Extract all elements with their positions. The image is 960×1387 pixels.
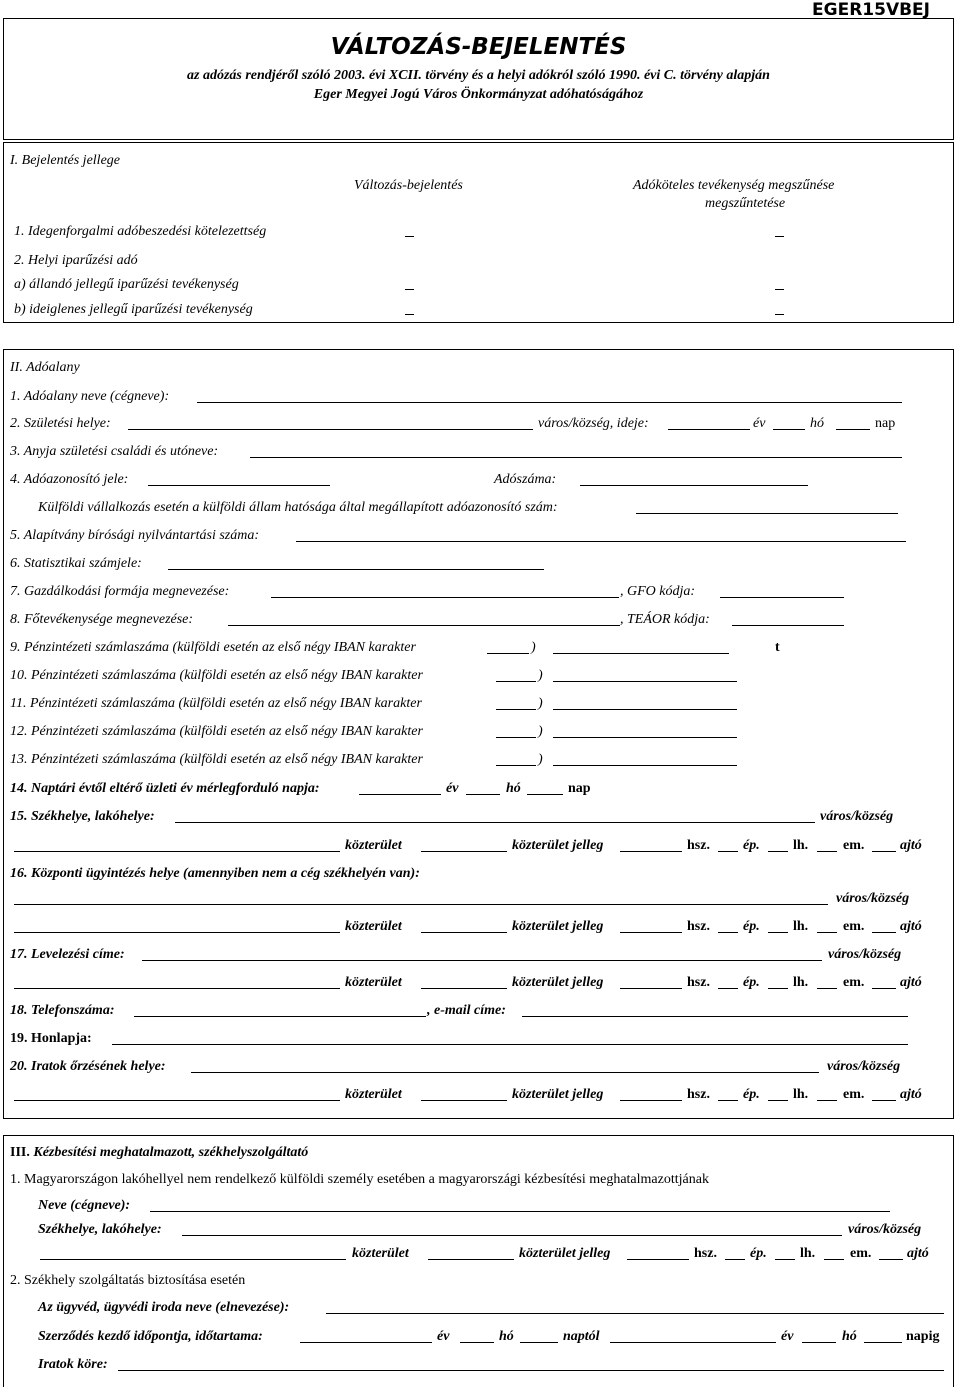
documents-em-label: em. bbox=[843, 1087, 865, 1102]
header-subtitle-2: Eger Megyei Jogú Város Önkormányzat adóhatóságához bbox=[313, 87, 644, 102]
central-admin-label: 16. Központi ügyintézés helye (amennyiben nem a cég székhelyén van): bbox=[10, 866, 420, 881]
section-3-title: Kézbesítési meghatalmazott, székhelyszolgáltató bbox=[29, 1145, 309, 1160]
central-admin-street-type-field[interactable] bbox=[421, 932, 507, 933]
bank-account-13-field[interactable] bbox=[553, 765, 737, 766]
central-admin-ajto-label: ajtó bbox=[900, 919, 922, 934]
contract-end-month-field[interactable] bbox=[802, 1342, 836, 1343]
mother-name-field[interactable] bbox=[250, 457, 902, 458]
birthplace-field[interactable] bbox=[128, 429, 533, 430]
seat-ep-field[interactable] bbox=[718, 851, 738, 852]
documents-city-label: város/község bbox=[827, 1059, 901, 1074]
documents-place-label: 20. Iratok őrzésének helye: bbox=[10, 1059, 166, 1074]
birthplace-label: 2. Születési helye: bbox=[10, 416, 111, 431]
bank-paren-12: ) bbox=[538, 724, 543, 739]
bank-account-11-label: 11. Pénzintézeti számlaszáma (külföldi esetén az első négy IBAN karakter bbox=[10, 696, 422, 711]
agent-lh-field[interactable] bbox=[775, 1259, 795, 1260]
mail-em-field[interactable] bbox=[817, 988, 837, 989]
taxpayer-name-label: 1. Adóalany neve (cégneve): bbox=[10, 389, 170, 404]
seat-lh-field[interactable] bbox=[768, 851, 788, 852]
seat-ajto-label: ajtó bbox=[900, 838, 922, 853]
documents-hsz-field[interactable] bbox=[620, 1100, 682, 1101]
central-admin-lh-label: lh. bbox=[793, 919, 809, 934]
seat-ajto-field[interactable] bbox=[872, 851, 896, 852]
central-admin-ep-field[interactable] bbox=[718, 932, 738, 933]
fiscal-month-field[interactable] bbox=[466, 794, 500, 795]
mail-city-label: város/község bbox=[828, 947, 902, 962]
fiscal-year-ev: év bbox=[446, 781, 459, 796]
tax-number-label: Adószáma: bbox=[494, 472, 557, 487]
seat-em-label: em. bbox=[843, 838, 865, 853]
contract-end-ev: év bbox=[781, 1329, 794, 1344]
lawyer-name-field[interactable] bbox=[326, 1313, 944, 1314]
central-admin-hsz-field[interactable] bbox=[620, 932, 682, 933]
contract-start-naptol: naptól bbox=[563, 1329, 600, 1344]
temporary-activity-label: b) ideiglenes jellegű iparűzési tevékenység bbox=[14, 302, 253, 317]
central-admin-city-field[interactable] bbox=[14, 904, 828, 905]
agent-hsz-label: hsz. bbox=[694, 1246, 717, 1261]
fiscal-day-nap: nap bbox=[568, 781, 591, 796]
mail-street-type-label: közterület jelleg bbox=[512, 975, 604, 990]
mail-ep-label: ép. bbox=[743, 975, 760, 990]
birth-day-field[interactable] bbox=[836, 429, 870, 430]
email-field[interactable] bbox=[522, 1016, 908, 1017]
central-admin-lh-field[interactable] bbox=[768, 932, 788, 933]
documents-city-field[interactable] bbox=[191, 1072, 819, 1073]
contract-start-year-field[interactable] bbox=[300, 1342, 432, 1343]
documents-ajto-field[interactable] bbox=[872, 1100, 896, 1101]
section-3-heading bbox=[10, 1145, 308, 1161]
documents-street-label: közterület bbox=[345, 1087, 402, 1102]
teaor-code-field[interactable] bbox=[732, 625, 844, 626]
fiscal-year-label: 14. Naptári évtől eltérő üzleti év mérlegforduló napja: bbox=[10, 781, 320, 796]
central-admin-hsz-label: hsz. bbox=[687, 919, 710, 934]
birthdate-label: város/község, ideje: bbox=[538, 416, 649, 431]
business-form-field[interactable] bbox=[271, 597, 619, 598]
mail-city-field[interactable] bbox=[142, 960, 822, 961]
bank-paren-10: ) bbox=[538, 668, 543, 683]
year-label: év bbox=[753, 416, 766, 431]
central-admin-em-field[interactable] bbox=[817, 932, 837, 933]
bank-iban-9-field[interactable] bbox=[487, 653, 529, 654]
lawyer-name-label: Az ügyvéd, ügyvédi iroda neve (elnevezése): bbox=[38, 1300, 290, 1315]
checkbox-tourist-termination[interactable] bbox=[775, 236, 784, 237]
contract-end-year-field[interactable] bbox=[610, 1342, 776, 1343]
central-admin-ajto-field[interactable] bbox=[872, 932, 896, 933]
documents-scope-field[interactable] bbox=[118, 1370, 944, 1371]
stat-code-label: 6. Statisztikai számjele: bbox=[10, 556, 142, 571]
central-admin-city-label: város/község bbox=[836, 891, 910, 906]
website-label: 19. Honlapja: bbox=[10, 1031, 92, 1046]
fiscal-month-ho: hó bbox=[506, 781, 521, 796]
central-admin-ep-label: ép. bbox=[743, 919, 760, 934]
checkbox-temporary-termination[interactable] bbox=[775, 314, 784, 315]
fiscal-day-field[interactable] bbox=[527, 794, 563, 795]
form-code: EGER15VBEJ bbox=[812, 0, 930, 20]
bank-paren-11: ) bbox=[538, 696, 543, 711]
bank-9-trailing-t: t bbox=[775, 640, 780, 655]
fiscal-year-field[interactable] bbox=[359, 794, 441, 795]
mail-ajto-field[interactable] bbox=[872, 988, 896, 989]
mail-em-label: em. bbox=[843, 975, 865, 990]
mail-ep-field[interactable] bbox=[718, 988, 738, 989]
col-termination-heading: Adóköteles tevékenység megszűnése bbox=[633, 178, 835, 193]
month-label: hó bbox=[810, 416, 824, 431]
seat-hsz-field[interactable] bbox=[620, 851, 682, 852]
central-admin-em-label: em. bbox=[843, 919, 865, 934]
website-field[interactable] bbox=[112, 1044, 908, 1045]
foreign-tax-id-label: Külföldi vállalkozás esetén a külföldi állam hatósága által megállapított adóazonosító szám: bbox=[38, 500, 558, 515]
documents-hsz-label: hsz. bbox=[687, 1087, 710, 1102]
documents-street-type-label: közterület jelleg bbox=[512, 1087, 604, 1102]
agent-ep-label: ép. bbox=[750, 1246, 767, 1261]
documents-scope-label: Iratok köre: bbox=[38, 1357, 108, 1372]
page-title: VÁLTOZÁS-BEJELENTÉS bbox=[330, 34, 627, 60]
contract-start-day-field[interactable] bbox=[520, 1342, 558, 1343]
seat-hsz-label: hsz. bbox=[687, 838, 710, 853]
day-label: nap bbox=[875, 416, 896, 431]
central-admin-street-field[interactable] bbox=[14, 932, 340, 933]
mother-name-label: 3. Anyja születési családi és utóneve: bbox=[10, 444, 219, 459]
bank-account-13-label: 13. Pénzintézeti számlaszáma (külföldi esetén az első négy IBAN karakter bbox=[10, 752, 423, 767]
contract-end-day-field[interactable] bbox=[864, 1342, 902, 1343]
mail-street-type-field[interactable] bbox=[421, 988, 507, 989]
seat-ep-label: ép. bbox=[743, 838, 760, 853]
agent-em-label: em. bbox=[850, 1246, 872, 1261]
checkbox-tourist-change[interactable] bbox=[405, 236, 414, 237]
col-change-heading: Változás-bejelentés bbox=[354, 178, 463, 193]
contract-start-ho: hó bbox=[499, 1329, 514, 1344]
bank-account-9-label: 9. Pénzintézeti számlaszáma (külföldi esetén az első négy IBAN karakter bbox=[10, 640, 416, 655]
seat-service-heading: 2. Székhely szolgáltatás biztosítása esetén bbox=[10, 1273, 246, 1288]
seat-lh-label: lh. bbox=[793, 838, 809, 853]
header-box bbox=[3, 18, 954, 140]
main-activity-label: 8. Főtevékenysége megnevezése: bbox=[10, 612, 194, 627]
foundation-reg-label: 5. Alapítvány bírósági nyilvántartási száma: bbox=[10, 528, 260, 543]
phone-field[interactable] bbox=[134, 1016, 426, 1017]
agent-ajto-field[interactable] bbox=[879, 1259, 903, 1260]
bank-iban-13-field[interactable] bbox=[496, 765, 536, 766]
foreign-tax-id-field[interactable] bbox=[636, 513, 898, 514]
teaor-code-label: , TEÁOR kódja: bbox=[620, 612, 710, 627]
agent-em-field[interactable] bbox=[824, 1259, 844, 1260]
central-admin-street-label: közterület bbox=[345, 919, 402, 934]
section-2-heading: II. Adóalany bbox=[10, 360, 80, 375]
header-subtitle-1: az adózás rendjéről szóló 2003. évi XCII. törvény és a helyi adókról szóló 1990. évi C. törvény alapján bbox=[187, 68, 770, 83]
mail-street-label: közterület bbox=[345, 975, 402, 990]
documents-lh-field[interactable] bbox=[768, 1100, 788, 1101]
documents-street-type-field[interactable] bbox=[421, 1100, 507, 1101]
tax-id-label: 4. Adóazonosító jele: bbox=[10, 472, 129, 487]
section-3-number: III. bbox=[10, 1145, 30, 1160]
taxpayer-name-field[interactable] bbox=[197, 402, 902, 403]
birth-month-field[interactable] bbox=[773, 429, 805, 430]
contract-end-ho: hó bbox=[842, 1329, 857, 1344]
permanent-activity-label: a) állandó jellegű iparűzési tevékenység bbox=[14, 277, 239, 292]
stat-code-field[interactable] bbox=[168, 569, 544, 570]
agent-street-label: közterület bbox=[352, 1246, 409, 1261]
contract-start-ev: év bbox=[437, 1329, 450, 1344]
birth-year-field[interactable] bbox=[668, 429, 750, 430]
documents-ep-label: ép. bbox=[743, 1087, 760, 1102]
documents-street-field[interactable] bbox=[14, 1100, 340, 1101]
seat-street-field[interactable] bbox=[14, 851, 340, 852]
col-termination-heading-2: megszűntetése bbox=[705, 196, 786, 211]
seat-em-field[interactable] bbox=[817, 851, 837, 852]
documents-ajto-label: ajtó bbox=[900, 1087, 922, 1102]
contract-end-napig: napig bbox=[906, 1329, 940, 1344]
email-label: , e-mail címe: bbox=[427, 1003, 506, 1018]
agent-hsz-field[interactable] bbox=[627, 1259, 689, 1260]
business-form-label: 7. Gazdálkodási formája megnevezése: bbox=[10, 584, 230, 599]
contract-start-month-field[interactable] bbox=[460, 1342, 494, 1343]
seat-label: 15. Székhelye, lakóhelye: bbox=[10, 809, 155, 824]
agent-name-label: Neve (cégneve): bbox=[38, 1198, 131, 1213]
documents-em-field[interactable] bbox=[817, 1100, 837, 1101]
agent-city-field[interactable] bbox=[182, 1235, 842, 1236]
main-activity-field[interactable] bbox=[228, 625, 620, 626]
documents-ep-field[interactable] bbox=[718, 1100, 738, 1101]
mail-ajto-label: ajtó bbox=[900, 975, 922, 990]
checkbox-permanent-change[interactable] bbox=[405, 289, 414, 290]
mail-address-label: 17. Levelezési címe: bbox=[10, 947, 125, 962]
bank-iban-11-field[interactable] bbox=[496, 709, 536, 710]
agent-street-field[interactable] bbox=[40, 1259, 346, 1260]
bank-account-12-field[interactable] bbox=[553, 737, 737, 738]
seat-street-type-field[interactable] bbox=[421, 851, 507, 852]
agent-ajto-label: ajtó bbox=[907, 1246, 929, 1261]
gfo-code-label: , GFO kódja: bbox=[620, 584, 696, 599]
bank-iban-10-field[interactable] bbox=[496, 681, 536, 682]
mail-lh-label: lh. bbox=[793, 975, 809, 990]
bank-account-11-field[interactable] bbox=[553, 709, 737, 710]
mail-hsz-field[interactable] bbox=[620, 988, 682, 989]
bank-account-12-label: 12. Pénzintézeti számlaszáma (külföldi esetén az első négy IBAN karakter bbox=[10, 724, 423, 739]
bank-account-10-label: 10. Pénzintézeti számlaszáma (külföldi esetén az első négy IBAN karakter bbox=[10, 668, 423, 683]
bank-paren-13: ) bbox=[538, 752, 543, 767]
agent-ep-field[interactable] bbox=[725, 1259, 745, 1260]
section-1-heading: I. Bejelentés jellege bbox=[10, 153, 120, 168]
bank-account-10-field[interactable] bbox=[553, 681, 737, 682]
tax-id-field[interactable] bbox=[148, 485, 330, 486]
bank-iban-12-field[interactable] bbox=[496, 737, 536, 738]
mail-street-field[interactable] bbox=[14, 988, 340, 989]
agent-lh-label: lh. bbox=[800, 1246, 816, 1261]
agent-seat-label: Székhelye, lakóhelye: bbox=[38, 1222, 162, 1237]
checkbox-temporary-change[interactable] bbox=[405, 314, 414, 315]
business-tax-label: 2. Helyi iparűzési adó bbox=[14, 253, 138, 268]
mail-hsz-label: hsz. bbox=[687, 975, 710, 990]
central-admin-street-type-label: közterület jelleg bbox=[512, 919, 604, 934]
seat-street-type-label: közterület jelleg bbox=[512, 838, 604, 853]
bank-paren-9: ) bbox=[531, 640, 536, 655]
seat-city-field[interactable] bbox=[175, 822, 815, 823]
tourist-tax-label: 1. Idegenforgalmi adóbeszedési kötelezettség bbox=[14, 224, 267, 239]
foundation-reg-field[interactable] bbox=[296, 541, 906, 542]
agent-name-field[interactable] bbox=[150, 1211, 890, 1212]
documents-lh-label: lh. bbox=[793, 1087, 809, 1102]
seat-city-label: város/község bbox=[820, 809, 894, 824]
seat-street-label: közterület bbox=[345, 838, 402, 853]
phone-label: 18. Telefonszáma: bbox=[10, 1003, 115, 1018]
agent-street-type-label: közterület jelleg bbox=[519, 1246, 611, 1261]
mail-lh-field[interactable] bbox=[768, 988, 788, 989]
gfo-code-field[interactable] bbox=[720, 597, 844, 598]
tax-number-field[interactable] bbox=[580, 485, 808, 486]
agent-street-type-field[interactable] bbox=[428, 1259, 514, 1260]
bank-account-9-field[interactable] bbox=[553, 653, 729, 654]
agent-heading: 1. Magyarországon lakóhellyel nem rendelkező külföldi személy esetében a magyarországi kézbesítési meghatalmazottjának bbox=[10, 1172, 709, 1187]
agent-city-label: város/község bbox=[848, 1222, 922, 1237]
contract-label: Szerződés kezdő időpontja, időtartama: bbox=[38, 1329, 263, 1344]
checkbox-permanent-termination[interactable] bbox=[775, 289, 784, 290]
